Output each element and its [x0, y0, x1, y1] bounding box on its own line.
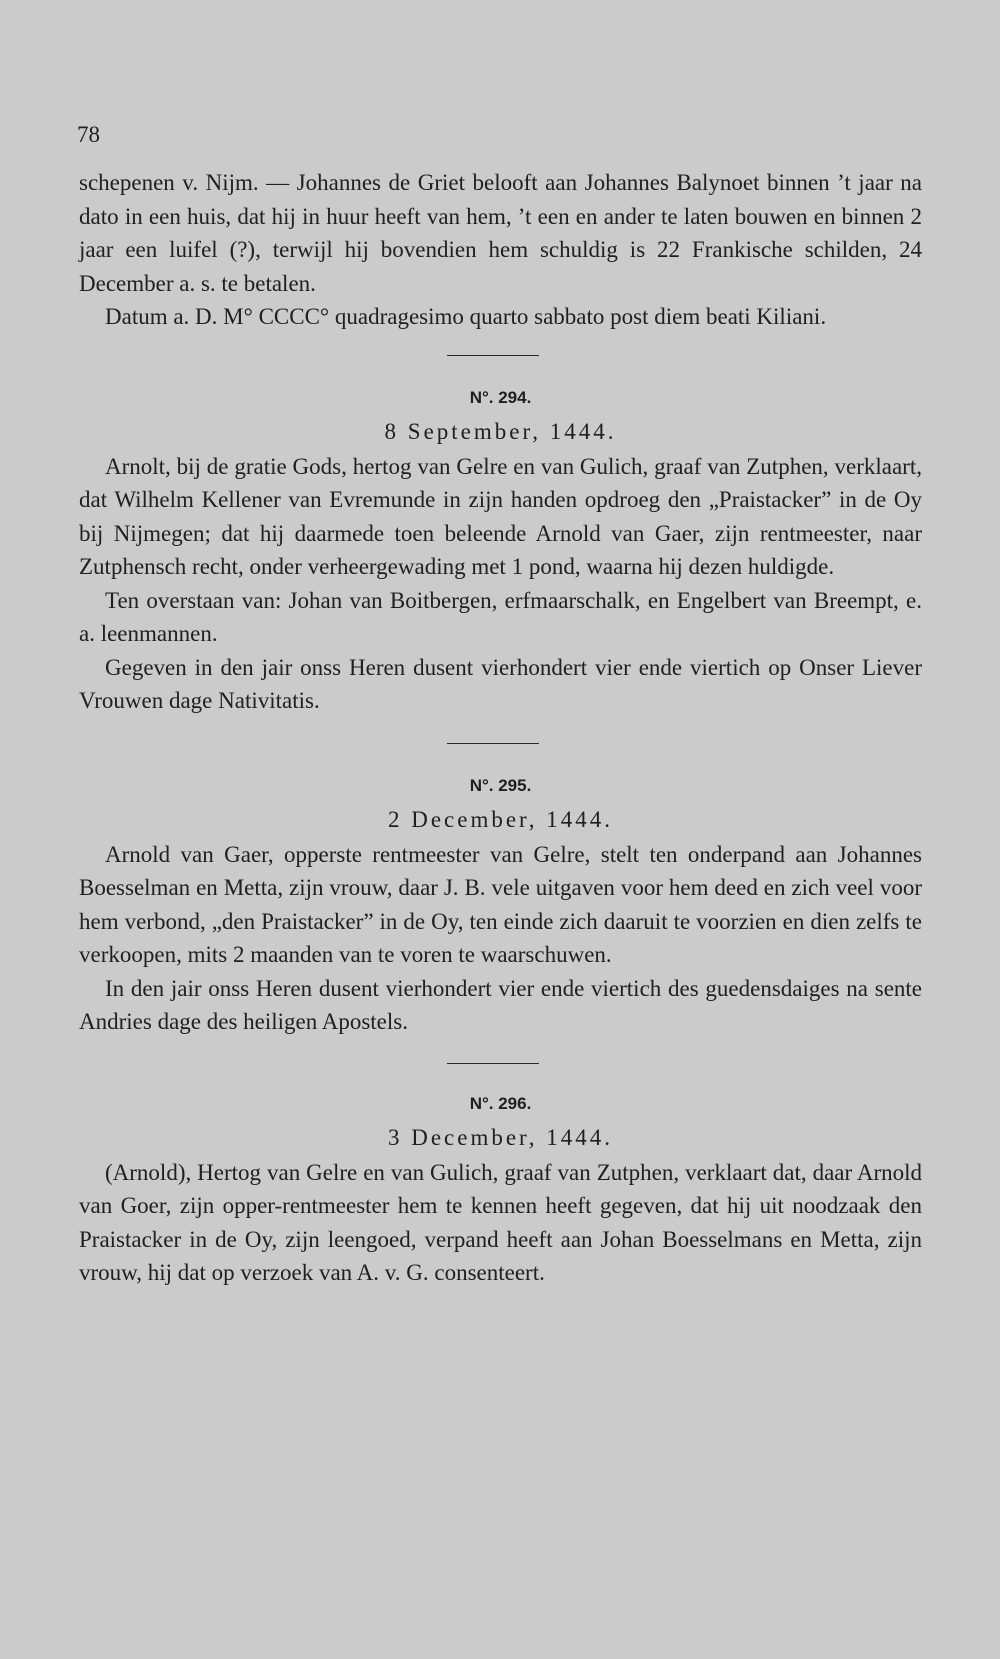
section-divider — [447, 355, 539, 356]
entry-number: N°. 294. — [469, 387, 532, 407]
entry-paragraph: Ten overstaan van: Johan van Boitbergen, erfmaarschalk, en Engelbert van Breempt, e. a. leenmannen. — [79, 587, 922, 646]
entry-295 — [79, 770, 922, 1039]
entry-paragraph: Arnold van Gaer, opperste rentmeester van Gelre, stelt ten onderpand aan Johannes Boesselman en Metta, zijn vrouw, daar J. B. vele uitgaven voor hem deed en zich veel voor hem verbond, „den Praistacker” in de Oy, ten einde zich daaruit te voorzien en dien zelfs te verkoopen, mits 2 maanden van te voren te waarschuwen. — [79, 841, 922, 967]
section-divider — [447, 1063, 539, 1064]
text-column — [79, 166, 922, 1290]
entry-date: 3 December, 1444. — [387, 1124, 614, 1150]
entry-date: 8 September, 1444. — [384, 418, 617, 444]
page-number: 78 — [77, 122, 100, 147]
continuation-datum: Datum a. D. M° CCCC° quadragesimo quarto sabbato post diem beati Kiliani. — [105, 304, 827, 329]
entry-number: N°. 295. — [469, 775, 532, 795]
entry-paragraph: Arnolt, bij de gratie Gods, hertog van Gelre en van Gulich, graaf van Zutphen, verklaart, dat Wilhelm Kellener van Evremunde in zijn handen opdroeg den „Praistacker” in de Oy bij Nijmegen; dat hij daarmede toen beleende Arnold van Gaer, zijn rentmeester, naar Zutphensch recht, onder verheergewading met 1 pond, waarna hij dezen huldigde. — [79, 453, 922, 579]
entry-date: 2 December, 1444. — [387, 806, 614, 832]
entry-paragraph: (Arnold), Hertog van Gelre en van Gulich, graaf van Zutphen, verklaart dat, daar Arnold van Goer, zijn opper-rentmeester hem te kennen heeft gegeven, dat hij uit noodzaak den Praistacker in de Oy, zijn leengoed, verpand heeft aan Johan Boesselmans en Metta, zijn vrouw, hij dat op verzoek van A. v. G. consenteert. — [79, 1159, 922, 1285]
entry-number: N°. 296. — [469, 1093, 532, 1113]
entry-296 — [79, 1088, 922, 1290]
entry-294 — [79, 382, 922, 718]
entry-paragraph: In den jair onss Heren dusent vierhondert vier ende viertich des guedensdaiges na sente Andries dage des heiligen Apostels. — [79, 975, 922, 1034]
section-divider — [447, 743, 539, 744]
entry-paragraph: Gegeven in den jair onss Heren dusent vierhondert vier ende viertich op Onser Liever Vrouwen dage Nativitatis. — [79, 654, 922, 713]
continuation-paragraph: schepenen v. Nijm. — Johannes de Griet belooft aan Johannes Balynoet binnen ’t jaar na dato in een huis, dat hij in huur heeft van hem, ’t een en ander te laten bouwen en binnen 2 jaar een luifel (?), terwijl hij bovendien hem schuldig is 22 Frankische schilden, 24 December a. s. te betalen. — [79, 170, 922, 296]
